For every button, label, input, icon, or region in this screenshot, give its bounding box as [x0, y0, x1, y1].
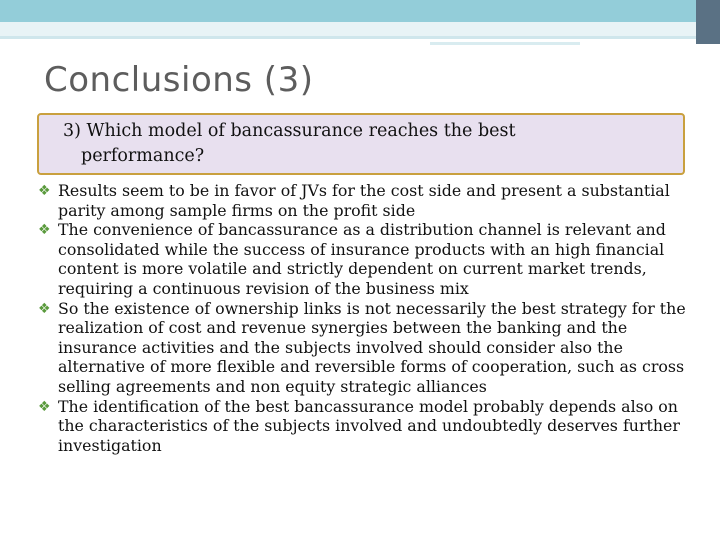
header-line	[0, 36, 696, 39]
bullet-text: The identification of the best bancassurance model probably depends also on the characteristics of the subjects involved and undoubtedly deserves further investigation	[58, 396, 680, 455]
diamond-bullet-icon: ❖	[38, 183, 51, 199]
question-line-1: 3) Which model of bancassurance reaches the best	[63, 121, 516, 141]
bullet-text: Results seem to be in favor of JVs for the cost side and present a substantial parity among sample firms on the profit side	[58, 181, 670, 220]
header-dark-block	[696, 0, 720, 44]
diamond-bullet-icon: ❖	[38, 300, 51, 317]
bullet-item	[38, 299, 698, 397]
bullet-text: So the existence of ownership links is not necessarily the best strategy for the realization of cost and revenue synergies between the banking and the insurance activities and the subjects involved should consider also the alternative of more flexible and reversible forms of cooperation, such as cross selling agreements and non equity strategic alliances	[58, 298, 686, 396]
diamond-bullet-icon: ❖	[38, 222, 51, 239]
bullet-list	[38, 181, 698, 455]
bullet-item	[38, 220, 698, 298]
slide-title: Conclusions (3)	[44, 60, 314, 100]
header-teal-bar	[0, 0, 696, 22]
question-callout	[37, 113, 685, 175]
bullet-item	[38, 397, 698, 456]
header-accent-line	[430, 42, 580, 45]
question-line-2: performance?	[81, 146, 205, 166]
diamond-bullet-icon: ❖	[38, 398, 51, 415]
bullet-item	[38, 181, 698, 220]
bullet-text: The convenience of bancassurance as a distribution channel is relevant and consolidated while the success of insurance products with an high financial content is more volatile and strictly dependent on current market trends, requiring a continuous revision of the business mix	[58, 220, 666, 298]
question-text	[63, 119, 663, 169]
header-light-bar	[0, 22, 696, 36]
header-decoration	[0, 0, 720, 44]
